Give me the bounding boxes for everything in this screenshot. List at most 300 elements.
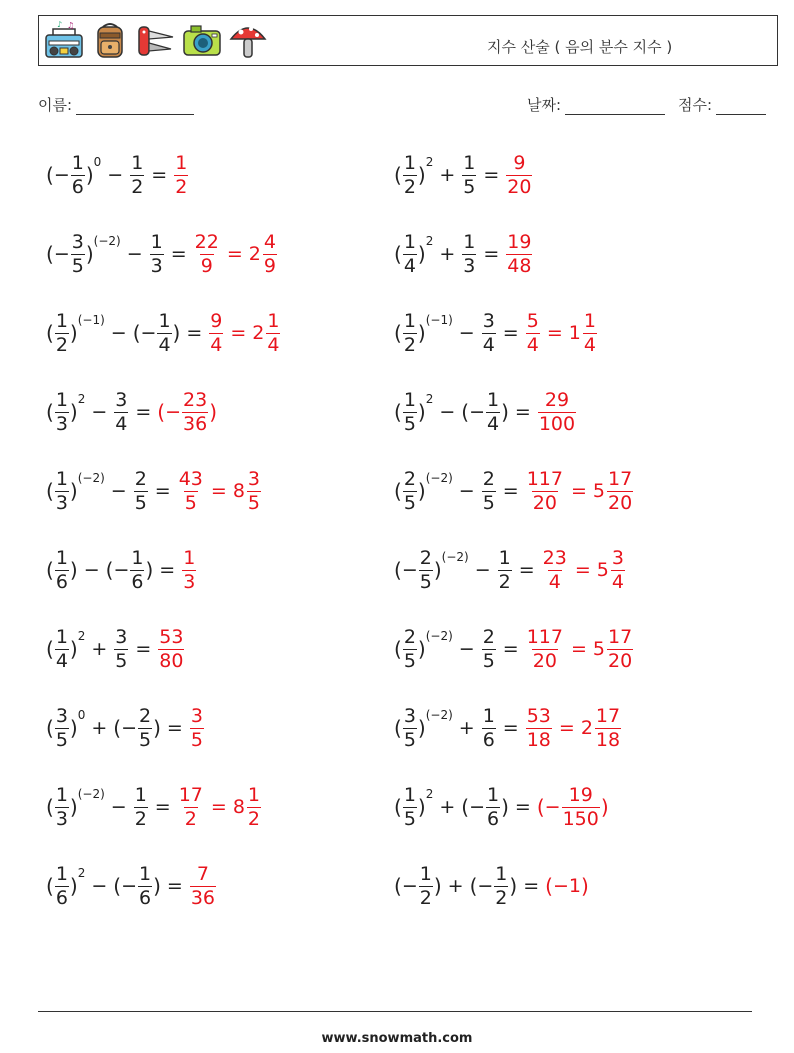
parenthesis: ): [85, 242, 94, 266]
fraction: [158, 625, 184, 672]
parenthesis: (: [461, 400, 470, 424]
operator: =: [502, 638, 519, 660]
operator: +: [447, 875, 464, 897]
denominator: 9: [263, 254, 276, 277]
operator: +: [439, 243, 456, 265]
denominator: 2: [131, 175, 144, 198]
denominator: 3: [55, 491, 68, 514]
exponent: (−2): [93, 234, 121, 248]
denominator: 4: [115, 412, 128, 435]
numerator: 1: [495, 862, 508, 885]
numerator: 23: [183, 388, 208, 411]
fraction: [182, 388, 208, 435]
numerator: 1: [403, 151, 416, 174]
operator: =: [135, 401, 152, 423]
problem-item: [46, 305, 281, 361]
problem-item: [394, 226, 533, 282]
problem-item: [394, 621, 634, 677]
operator: =: [546, 322, 563, 344]
date-label: 날짜:: [527, 96, 562, 114]
numerator: 1: [487, 388, 500, 411]
numerator: 1: [158, 309, 171, 332]
denominator: 6: [131, 570, 144, 593]
denominator: 4: [403, 254, 416, 277]
operator: =: [502, 322, 519, 344]
numerator: 1: [139, 862, 152, 885]
fraction: [538, 388, 576, 435]
denominator: 2: [403, 175, 416, 198]
denominator: 6: [482, 728, 495, 751]
operator: −: [110, 480, 127, 502]
exponent: 2: [77, 629, 86, 643]
parenthesis: (: [46, 874, 54, 898]
fraction: [498, 546, 512, 593]
answer: [177, 467, 262, 514]
svg-text:♪: ♪: [57, 20, 63, 29]
numerator: 1: [403, 388, 416, 411]
operator: −: [458, 480, 475, 502]
numerator: 1: [175, 151, 188, 174]
fraction: [403, 230, 417, 277]
pocket-knife-icon: [135, 19, 177, 61]
whole-part: 1: [568, 322, 581, 344]
operator: =: [135, 638, 152, 660]
parenthesis: ): [153, 716, 161, 740]
numerator: 2: [482, 467, 495, 490]
fraction: [403, 309, 417, 356]
denominator: 9: [200, 254, 213, 277]
fraction: [595, 704, 621, 751]
mixed-number: [592, 625, 634, 672]
fraction: [462, 151, 476, 198]
exponent: (−2): [425, 471, 453, 485]
operator: =: [151, 164, 168, 186]
parenthesis: (: [469, 874, 478, 898]
numerator: 1: [55, 625, 68, 648]
parenthesis: (: [394, 163, 402, 187]
problem-item: [46, 621, 185, 677]
numerator: 1: [267, 309, 280, 332]
fraction: [71, 230, 85, 277]
mixed-number: [248, 230, 278, 277]
denominator: 2: [175, 175, 188, 198]
numerator: 2: [134, 467, 147, 490]
score-line[interactable]: [716, 98, 766, 115]
numerator: 1: [55, 862, 68, 885]
numerator: 1: [55, 546, 68, 569]
parenthesis: (: [132, 321, 141, 345]
numerator: 1: [183, 546, 196, 569]
exponent: (−1): [425, 313, 453, 327]
answer: [525, 625, 634, 672]
footer-divider: [38, 1011, 752, 1012]
answer: [537, 388, 577, 435]
mushroom-icon: [227, 19, 269, 61]
numerator: 19: [568, 783, 593, 806]
fraction: [138, 862, 152, 909]
numerator: 1: [403, 309, 416, 332]
operator: =: [574, 559, 591, 581]
fraction: [55, 862, 69, 909]
operator: −: [110, 322, 127, 344]
problem-item: [46, 858, 217, 914]
operator: −: [439, 401, 456, 423]
backpack-icon: [89, 19, 131, 61]
parenthesis: ): [433, 558, 442, 582]
parenthesis: (: [46, 163, 54, 187]
parenthesis: ): [417, 637, 426, 661]
parenthesis: (: [113, 874, 122, 898]
numerator: 2: [403, 467, 416, 490]
fraction: [55, 783, 69, 830]
fraction: [419, 862, 433, 909]
fraction: [138, 704, 152, 751]
denominator: 5: [482, 649, 495, 672]
fraction: [55, 625, 69, 672]
mixed-number: [232, 783, 262, 830]
parenthesis: ): [501, 400, 509, 424]
parenthesis: ): [433, 874, 442, 898]
exponent: (−2): [425, 629, 453, 643]
denominator: 5: [482, 491, 495, 514]
parenthesis: ): [69, 716, 78, 740]
operator: =: [523, 875, 540, 897]
parenthesis: ): [417, 479, 426, 503]
fraction: [482, 467, 496, 514]
answer: [536, 783, 609, 830]
fraction: [526, 309, 540, 356]
operator: −: [474, 559, 491, 581]
denominator: 5: [403, 649, 416, 672]
parenthesis: (: [394, 321, 402, 345]
operator: =: [502, 717, 519, 739]
denominator: 6: [139, 886, 152, 909]
numerator: 3: [190, 704, 203, 727]
numerator: 1: [247, 783, 261, 806]
operator: +: [439, 164, 456, 186]
denominator: 5: [134, 491, 147, 514]
numerator: 9: [210, 309, 223, 332]
parenthesis: ): [209, 400, 218, 424]
operator: =: [210, 480, 227, 502]
denominator: 5: [403, 807, 416, 830]
numerator: 117: [526, 625, 563, 648]
denominator: 2: [419, 886, 432, 909]
parenthesis: ): [69, 558, 78, 582]
denominator: 4: [583, 333, 596, 356]
operator: +: [439, 796, 456, 818]
operator: −: [110, 796, 127, 818]
fraction: [157, 309, 171, 356]
operator: −: [83, 559, 100, 581]
numerator: 17: [595, 704, 621, 727]
parenthesis: ): [600, 795, 609, 819]
answer: [208, 309, 281, 356]
operator: =: [154, 796, 171, 818]
denominator: 18: [526, 728, 551, 751]
operator: −: [458, 322, 475, 344]
problem-item: [394, 147, 533, 203]
numerator: 1: [403, 230, 416, 253]
numerator: 3: [482, 309, 495, 332]
parenthesis: (: [394, 874, 402, 898]
fraction: [134, 467, 148, 514]
sign: −: [121, 875, 138, 897]
numerator: 3: [247, 467, 261, 490]
parenthesis: ): [501, 795, 509, 819]
denominator: 5: [139, 728, 152, 751]
answer: [157, 388, 218, 435]
numerator: 2: [139, 704, 152, 727]
mixed-number: [592, 467, 634, 514]
denominator: 5: [55, 728, 68, 751]
denominator: 20: [532, 649, 557, 672]
parenthesis: (: [536, 795, 545, 819]
fraction: [482, 625, 496, 672]
numerator: 53: [526, 704, 551, 727]
sign: −: [53, 243, 70, 265]
problem-item: [46, 147, 189, 203]
answer: [189, 704, 205, 751]
whole-part: 5: [596, 559, 609, 581]
answer: [181, 546, 197, 593]
answer: [189, 862, 217, 909]
denominator: 2: [247, 807, 261, 830]
fraction: [247, 467, 261, 514]
whole-part: 8: [232, 480, 245, 502]
whole-part: 2: [252, 322, 265, 344]
sign: −1: [552, 875, 581, 897]
parenthesis: ): [417, 400, 426, 424]
numerator: 2: [482, 625, 495, 648]
operator: =: [170, 243, 187, 265]
mixed-number: [232, 467, 262, 514]
fraction: [114, 388, 128, 435]
denominator: 3: [463, 254, 476, 277]
exponent: (−2): [77, 787, 105, 801]
numerator: 17: [178, 783, 203, 806]
fraction: [266, 309, 280, 356]
answer: [525, 467, 634, 514]
exponent: 2: [425, 234, 434, 248]
name-line[interactable]: [76, 98, 194, 115]
numerator: 1: [487, 783, 500, 806]
operator: =: [226, 243, 243, 265]
denominator: 5: [403, 728, 416, 751]
parenthesis: (: [46, 637, 54, 661]
operator: =: [558, 717, 575, 739]
whole-part: 2: [248, 243, 261, 265]
sign: −: [469, 401, 486, 423]
numerator: 23: [542, 546, 567, 569]
exponent: 0: [77, 708, 86, 722]
exponent: (−1): [77, 313, 105, 327]
parenthesis: (: [46, 400, 54, 424]
exponent: (−2): [425, 708, 453, 722]
denominator: 6: [55, 570, 68, 593]
numerator: 3: [71, 230, 84, 253]
fraction: [506, 230, 532, 277]
parenthesis: ): [509, 874, 518, 898]
numerator: 1: [55, 783, 68, 806]
parenthesis: (: [394, 795, 402, 819]
operator: =: [154, 480, 171, 502]
denominator: 4: [487, 412, 500, 435]
parenthesis: ): [417, 716, 426, 740]
parenthesis: (: [113, 716, 122, 740]
denominator: 20: [608, 491, 633, 514]
problem-item: [46, 226, 278, 282]
score-label: 점수:: [678, 96, 713, 114]
whole-part: 8: [232, 796, 245, 818]
problem-item: [46, 542, 197, 598]
numerator: 9: [513, 151, 526, 174]
numerator: 3: [403, 704, 416, 727]
parenthesis: (: [46, 321, 54, 345]
numerator: 53: [159, 625, 184, 648]
denominator: 100: [538, 412, 576, 435]
numerator: 29: [544, 388, 570, 411]
operator: =: [518, 559, 535, 581]
answer: [505, 230, 533, 277]
denominator: 2: [498, 570, 511, 593]
fraction: [607, 467, 633, 514]
fraction: [583, 309, 597, 356]
sign: −: [140, 322, 157, 344]
numerator: 22: [194, 230, 219, 253]
numerator: 19: [507, 230, 532, 253]
parenthesis: (: [394, 400, 402, 424]
parenthesis: ): [417, 163, 426, 187]
numerator: 2: [419, 546, 432, 569]
operator: =: [210, 796, 227, 818]
footer-url: www.snowmath.com: [321, 1031, 473, 1046]
fraction: [611, 546, 625, 593]
parenthesis: ): [417, 321, 426, 345]
fraction: [71, 151, 85, 198]
denominator: 4: [548, 570, 561, 593]
problem-item: [394, 542, 626, 598]
svg-text:♫: ♫: [67, 21, 75, 30]
parenthesis: (: [157, 400, 166, 424]
whole-part: 2: [580, 717, 593, 739]
operator: =: [166, 717, 183, 739]
camera-icon: [181, 19, 223, 61]
fraction: [506, 151, 532, 198]
denominator: 5: [403, 491, 416, 514]
denominator: 5: [184, 491, 197, 514]
fraction: [178, 783, 204, 830]
fraction: [403, 625, 417, 672]
numerator: 4: [263, 230, 276, 253]
problem-item: [46, 463, 262, 519]
numerator: 2: [403, 625, 416, 648]
exponent: 0: [93, 155, 102, 169]
problem-item: [46, 700, 205, 756]
operator: −: [126, 243, 143, 265]
whole-part: 5: [592, 480, 605, 502]
operator: =: [483, 243, 500, 265]
denominator: 6: [55, 886, 68, 909]
problem-item: [46, 384, 217, 440]
parenthesis: (: [545, 874, 553, 898]
fraction: [174, 151, 188, 198]
operator: =: [186, 322, 203, 344]
operator: =: [159, 559, 176, 581]
mixed-number: [580, 704, 622, 751]
fraction: [403, 783, 417, 830]
fraction: [55, 704, 69, 751]
fraction: [55, 388, 69, 435]
numerator: 1: [55, 309, 68, 332]
denominator: 20: [507, 175, 532, 198]
exponent: 2: [77, 392, 86, 406]
operator: −: [91, 401, 108, 423]
denominator: 150: [562, 807, 599, 830]
denominator: 4: [158, 333, 171, 356]
fraction: [55, 467, 69, 514]
operator: =: [502, 480, 519, 502]
fraction: [182, 546, 196, 593]
denominator: 5: [419, 570, 432, 593]
numerator: 1: [419, 862, 432, 885]
numerator: 3: [115, 388, 128, 411]
denominator: 80: [159, 649, 184, 672]
date-field: [527, 94, 665, 115]
date-line[interactable]: [565, 98, 665, 115]
fraction: [526, 704, 552, 751]
fraction: [526, 467, 564, 514]
parenthesis: (: [394, 637, 402, 661]
numerator: 43: [178, 467, 203, 490]
operator: +: [91, 638, 108, 660]
fraction: [130, 151, 144, 198]
sign: −: [121, 717, 138, 739]
denominator: 4: [55, 649, 68, 672]
denominator: 5: [463, 175, 476, 198]
fraction: [526, 625, 564, 672]
denominator: 6: [487, 807, 500, 830]
problem-item: [394, 305, 598, 361]
denominator: 36: [183, 412, 208, 435]
operator: +: [91, 717, 108, 739]
parenthesis: ): [69, 795, 78, 819]
problem-item: [394, 700, 622, 756]
fraction: [247, 783, 261, 830]
fraction: [462, 230, 476, 277]
denominator: 36: [190, 886, 216, 909]
numerator: 1: [134, 783, 147, 806]
sign: −: [469, 796, 486, 818]
fraction: [403, 388, 417, 435]
denominator: 3: [183, 570, 196, 593]
answer: [173, 151, 189, 198]
problem-item: [394, 384, 577, 440]
denominator: 4: [611, 570, 624, 593]
operator: =: [514, 401, 531, 423]
name-label: 이름:: [38, 96, 73, 114]
denominator: 4: [482, 333, 495, 356]
exponent: 2: [425, 155, 434, 169]
exponent: 2: [425, 787, 434, 801]
parenthesis: ): [417, 795, 426, 819]
sign: −: [165, 401, 182, 423]
numerator: 3: [611, 546, 624, 569]
answer: [177, 783, 262, 830]
fraction: [55, 546, 69, 593]
fraction: [130, 546, 144, 593]
sign: −: [113, 559, 130, 581]
